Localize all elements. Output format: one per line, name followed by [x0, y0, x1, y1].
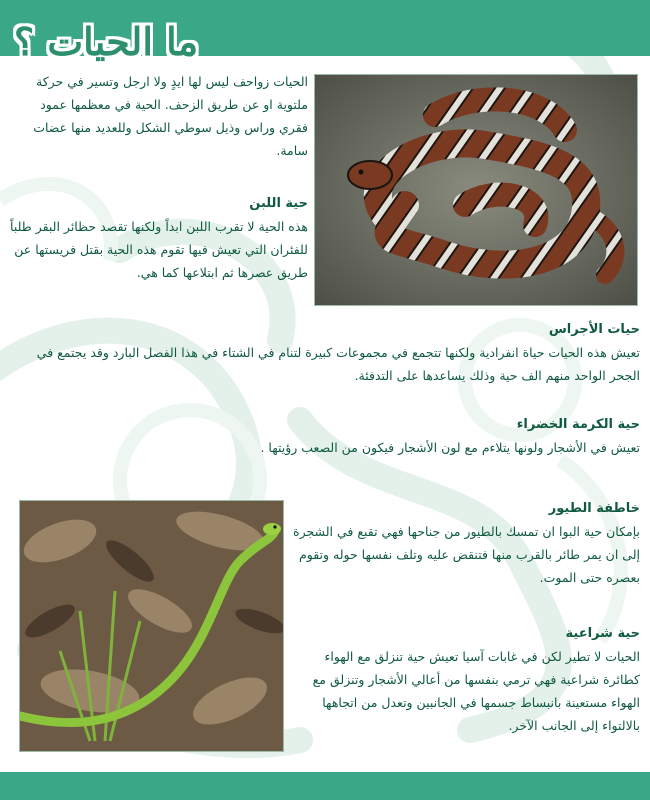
section-text: تعيش في الأشجار ولونها يتلاءم مع لون الأشجار فيكون من الصعب رؤيتها .	[260, 440, 640, 455]
section-text: تعيش هذه الحيات حياة انفرادية ولكنها تتجمع في مجموعات كبيرة لتنام في الشتاء في هذا الفصل البارد وقد يجتمع في الجحر الواحد منهم الف حية وذلك يساعدها على التدفئة.	[36, 345, 640, 383]
section-milk-snake	[10, 192, 308, 284]
section-bird-snatcher	[290, 497, 640, 589]
section-heading: خاطفة الطيور	[548, 501, 640, 516]
green-snake-photo	[20, 501, 283, 751]
section-text: بإمكان حية البوا ان تمسك بالطيور من جناحها فهي تقبع في الشجرة إلى ان يمر طائر بالقرب منها فتنقض عليه وتلف نفسها حوله وتقوم بعصره حتى الموت.	[293, 524, 640, 585]
bottom-banner	[0, 772, 650, 800]
section-heading: حيات الأجراس	[548, 322, 640, 337]
milk-snake-photo	[315, 75, 637, 305]
section-heading: حية الكرمة الخضراء	[516, 417, 640, 432]
section-rattlesnake	[10, 318, 640, 387]
section-heading: حية اللبن	[249, 196, 308, 211]
section-text: هذه الحية لا تقرب اللبن ابداً ولكنها تقصد حظائر البقر طلباً للفئران التي تعيش فيها تقوم هذه الحية بقتل فريستها عن طريق عصرها ثم ابتلاعها كما هي.	[10, 219, 308, 280]
section-text: الحيات لا تطير لكن في غابات آسيا تعيش حية تنزلق مع الهواء كطائرة شراعية فهي ترمي بنفسها من أعالي الأشجار وتنزلق مع الهواء مستعينة بانبساط جسمها في الجانبين وتعدل من اتجاهها بالالتواء إلى الجانب الآخر.	[312, 649, 640, 733]
intro-text: الحيات زواحف ليس لها ايدٍ ولا ارجل وتسير في حركة ملتوية او عن طريق الزحف. الحية في معظمها عمود فقري وراس وذيل سوطي الشكل وللعديد منها عضات سامة.	[33, 74, 308, 158]
page-title: ما الحيات ؟	[14, 19, 199, 64]
section-sail-snake	[290, 622, 640, 737]
intro-paragraph	[10, 70, 308, 162]
section-green-vine-snake	[10, 413, 640, 459]
section-heading: حية شراعية	[565, 626, 640, 641]
